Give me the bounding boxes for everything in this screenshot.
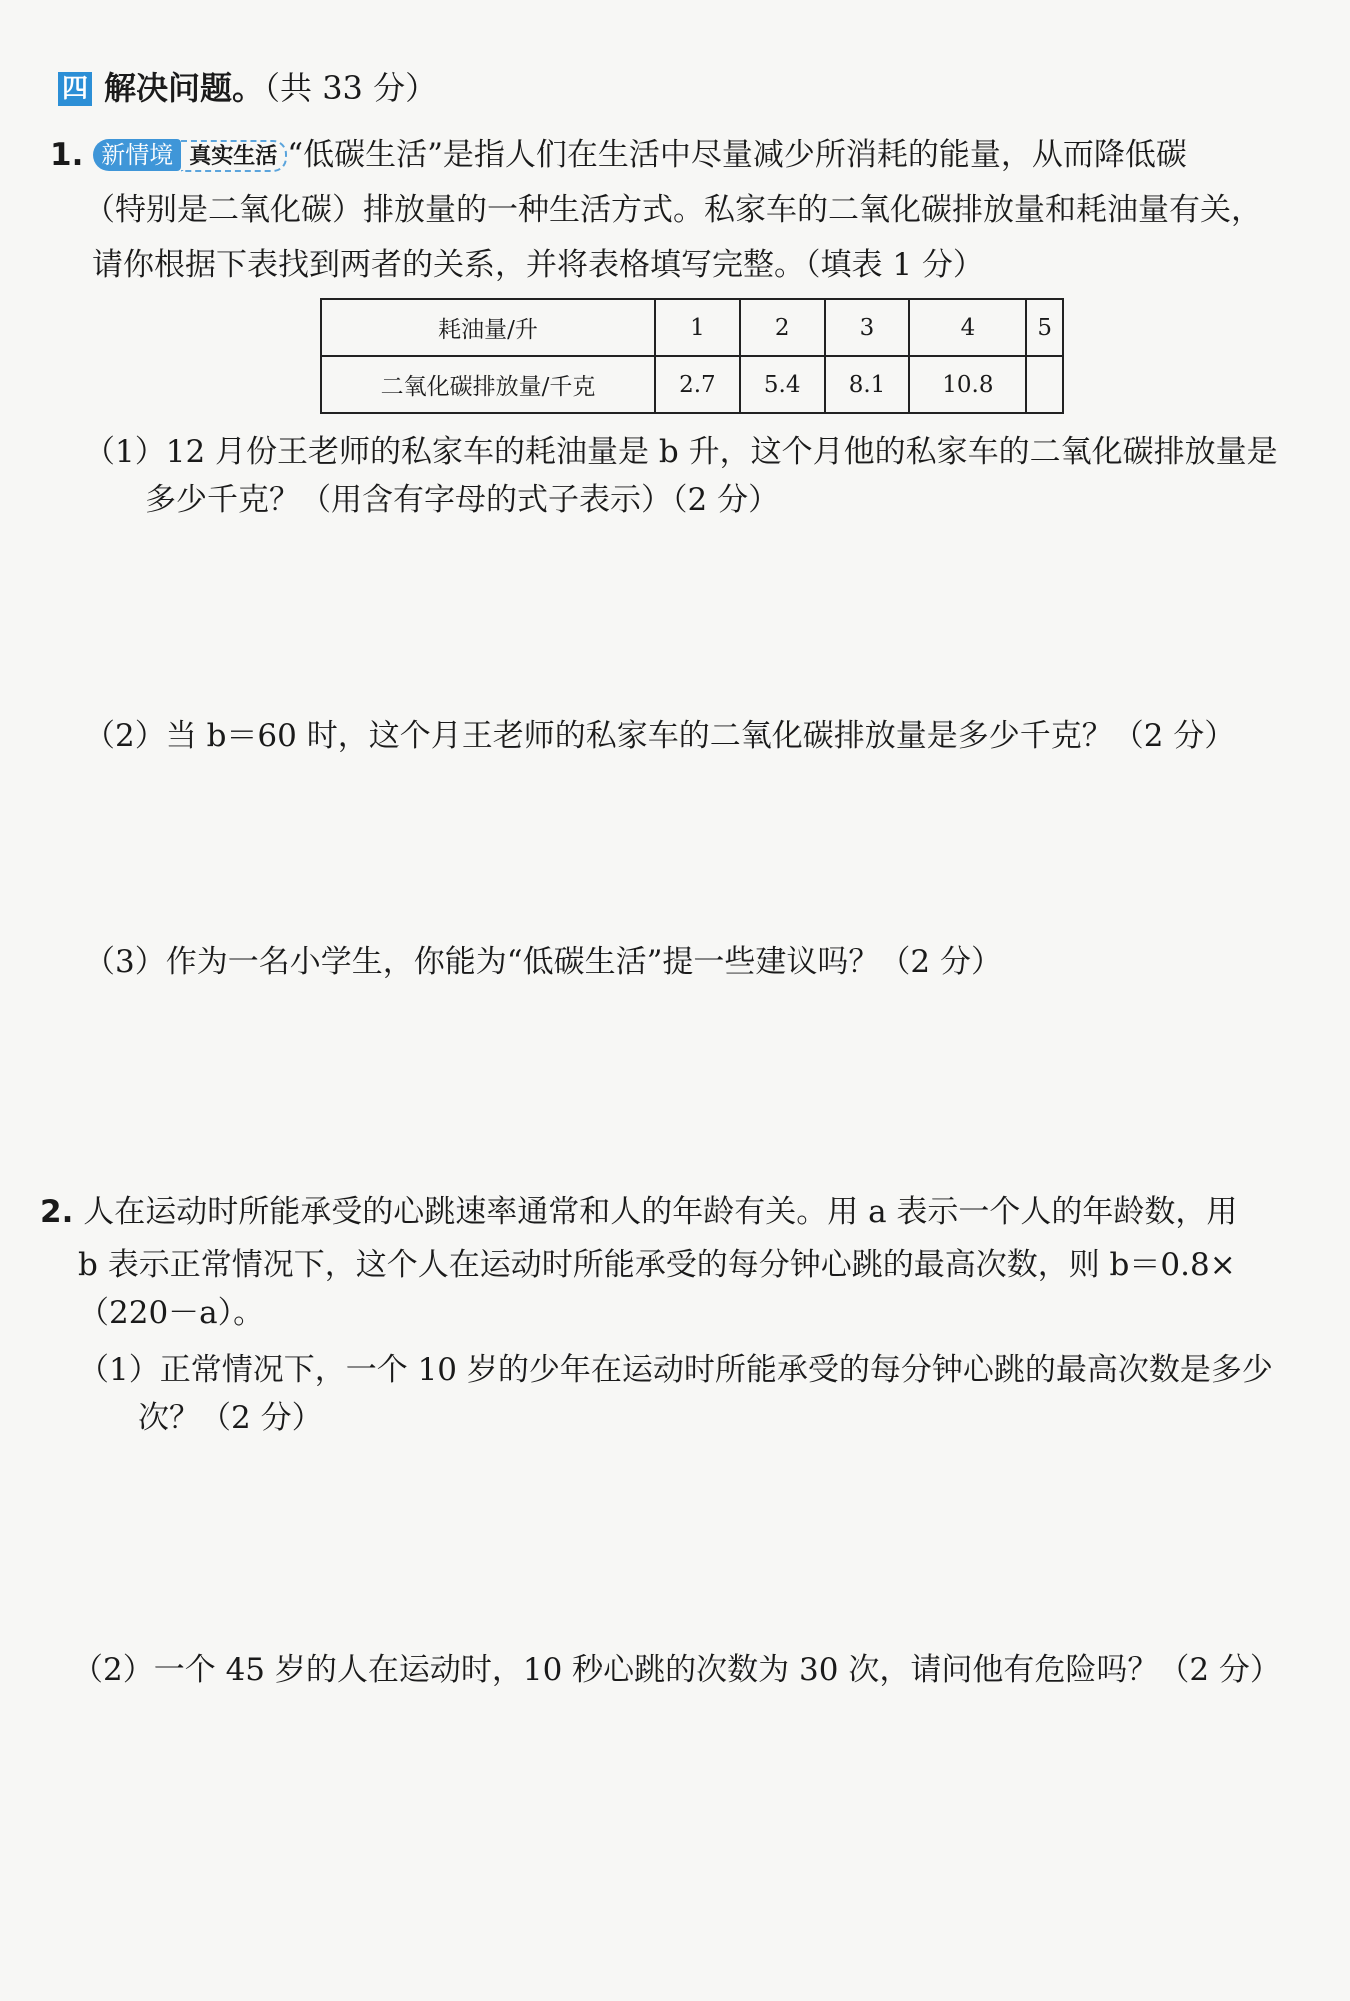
table-header-fuel: 耗油量/升	[321, 299, 655, 356]
q2-sub1-line2: 次？（2 分）	[138, 1400, 323, 1436]
q2-line1	[40, 1192, 1237, 1232]
q1-sub1-line2: 多少千克？（用含有字母的式子表示）（2 分）	[145, 482, 780, 518]
table-cell: 8.1	[825, 356, 910, 413]
table-header-co2: 二氧化碳排放量/千克	[321, 356, 655, 413]
q2-text-line3: （220－a）。	[78, 1295, 265, 1331]
q2-text-line1: 人在运动时所能承受的心跳速率通常和人的年龄有关。用 a 表示一个人的年龄数，用	[83, 1194, 1238, 1230]
section-badge: 四	[58, 72, 92, 106]
q1-text-line2: （特别是二氧化碳）排放量的一种生活方式。私家车的二氧化碳排放量和耗油量有关，	[84, 192, 1262, 228]
q2-sub1-line1: （1）正常情况下，一个 10 岁的少年在运动时所能承受的每分钟心跳的最高次数是多少	[78, 1352, 1273, 1388]
table-cell: 1	[655, 299, 740, 356]
q1-text-line3: 请你根据下表找到两者的关系，并将表格填写完整。（填表 1 分）	[92, 247, 984, 283]
section-points: （共 33 分）	[264, 69, 438, 107]
q1-text-line1: “低碳生活”是指人们在生活中尽量减少所消耗的能量，从而降低碳	[287, 137, 1187, 173]
q2-sub2: （2）一个 45 岁的人在运动时，10 秒心跳的次数为 30 次，请问他有危险吗？（2 分）	[72, 1652, 1281, 1688]
q1-number: 1.	[50, 137, 84, 173]
table-cell: 10.8	[909, 356, 1026, 413]
q1-sub2: （2）当 b＝60 时，这个月王老师的私家车的二氧化碳排放量是多少千克？（2 分）	[84, 718, 1236, 754]
q1-sub1-line1: （1）12 月份王老师的私家车的耗油量是 b 升，这个月他的私家车的二氧化碳排放量是	[84, 434, 1278, 470]
table-cell: 3	[825, 299, 910, 356]
table-cell: 4	[909, 299, 1026, 356]
table-row-fuel	[321, 299, 1063, 356]
table-cell: 5	[1026, 299, 1063, 356]
q2-number: 2.	[40, 1194, 74, 1230]
section-title-text: 解决问题。	[104, 69, 265, 107]
table-cell-blank[interactable]	[1026, 356, 1063, 413]
q1-sub3: （3）作为一名小学生，你能为“低碳生活”提一些建议吗？（2 分）	[84, 944, 1002, 980]
table-cell: 5.4	[740, 356, 825, 413]
tag-real-life: 真实生活	[181, 140, 287, 172]
table-row-co2	[321, 356, 1063, 413]
section-title	[104, 68, 437, 108]
tag-new-context: 新情境	[93, 139, 181, 171]
fuel-co2-table	[320, 298, 1064, 414]
q1-line1	[50, 135, 1187, 175]
table-cell: 2.7	[655, 356, 740, 413]
table-cell: 2	[740, 299, 825, 356]
q2-text-line2: b 表示正常情况下，这个人在运动时所能承受的每分钟心跳的最高次数，则 b＝0.8×	[78, 1247, 1236, 1283]
